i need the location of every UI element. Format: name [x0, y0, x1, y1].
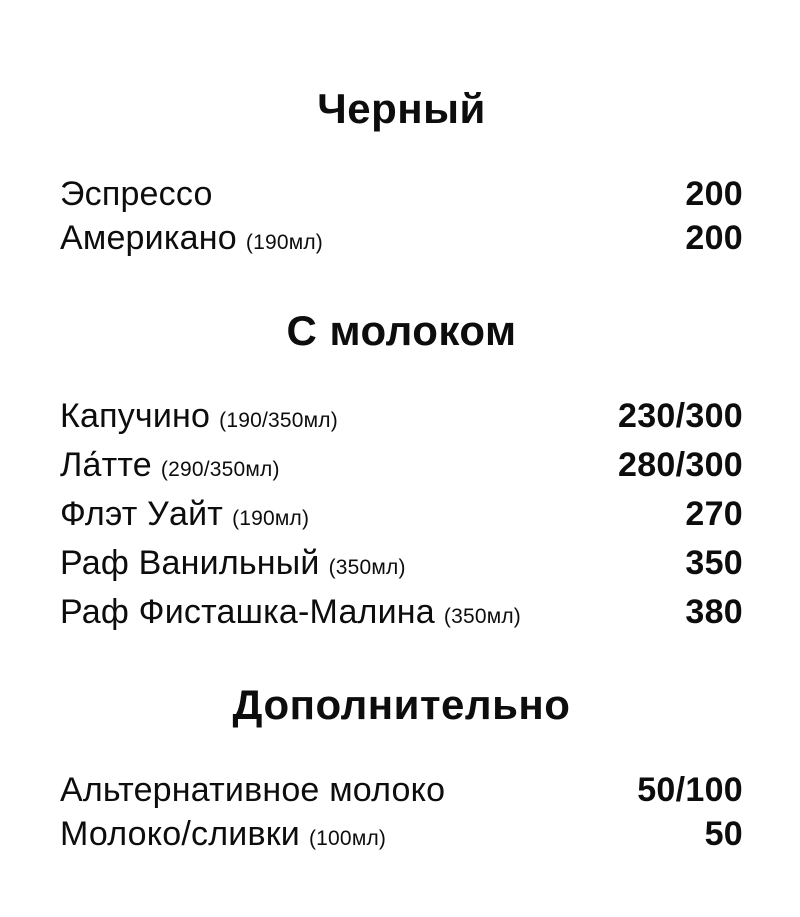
item-name-text: Флэт Уайт [60, 495, 224, 533]
item-price: 380 [685, 593, 743, 631]
menu-section-black [60, 85, 743, 265]
item-price: 280/300 [617, 446, 743, 484]
item-name [60, 768, 445, 812]
item-name [60, 492, 309, 541]
item-name [60, 216, 323, 265]
menu-item-row [60, 590, 743, 639]
item-size: (190мл) [232, 507, 310, 530]
menu-item-row [60, 172, 743, 216]
menu-item-row [60, 394, 743, 443]
item-size: (350мл) [328, 556, 406, 579]
item-name-text: Ла́тте [60, 446, 152, 484]
item-price: 230/300 [617, 397, 743, 435]
item-size: (100мл) [308, 827, 387, 850]
item-price: 200 [685, 219, 743, 257]
item-name [60, 443, 280, 492]
item-price: 350 [685, 544, 743, 582]
menu-item-row [60, 492, 743, 541]
item-name [60, 394, 338, 443]
section-items [60, 172, 743, 265]
item-name [60, 590, 521, 639]
item-price: 50 [704, 815, 743, 853]
menu-item-row [60, 541, 743, 590]
menu-section-extras [60, 681, 743, 861]
item-name-text: Молоко/сливки [60, 815, 300, 853]
item-name-text: Раф Фисташка-Малина [60, 593, 435, 631]
item-name [60, 812, 386, 861]
item-price: 270 [685, 495, 743, 533]
menu-item-row [60, 216, 743, 265]
menu-section-with-milk [60, 307, 743, 639]
item-name-text: Раф Ванильный [60, 544, 320, 582]
section-title: Черный [317, 85, 486, 132]
menu-item-row [60, 812, 743, 861]
menu-item-row [60, 443, 743, 492]
item-size: (290/350мл) [160, 458, 280, 481]
item-size: (190/350мл) [219, 409, 338, 432]
item-name [60, 172, 213, 216]
item-price: 50/100 [637, 771, 743, 809]
item-name-text: Американо [60, 219, 237, 257]
section-title: Дополнительно [232, 681, 571, 728]
section-title: С молоком [286, 307, 517, 354]
menu-item-row [60, 768, 743, 812]
item-price: 200 [685, 175, 743, 213]
section-items [60, 768, 743, 861]
item-name [60, 541, 406, 590]
item-name-text: Альтернативное молоко [60, 771, 446, 809]
item-size: (350мл) [443, 605, 522, 628]
section-items [60, 394, 743, 639]
item-name-text: Эспрессо [60, 175, 213, 213]
item-size: (190мл) [245, 231, 324, 254]
item-name-text: Капучино [60, 397, 211, 435]
